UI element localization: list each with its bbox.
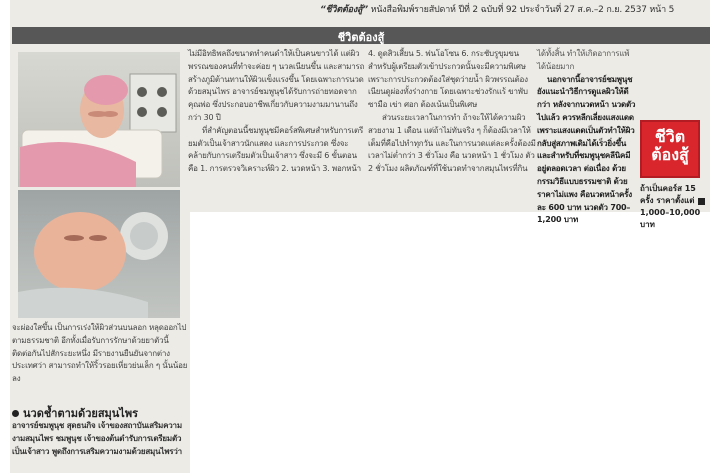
col3-paragraph-1: 4. ดูดสิวเสี้ยน 5. พ่นโอโซน 6. กระชับรูขุมขน สำหรับผู้เตรียมตัวเข้าประกวดนั้นจะมีความพิเศษ เพราะการประกวดต้องใส่ชุดว่ายน้ำ ผิวพรรณต้องเนียนดูผ่องทั้งร่างกาย โดยเฉพาะช่วงรักแร้ ขาพับ ซามือ เข่า ศอก ต้องเน้นเป็นพิเศษ [368,49,528,110]
issue-line: หนังสือพิมพ์รายสัปดาห์ ปีที่ 2 ฉบับที่ 92 ประจำวันที่ 27 ส.ค.–2 ก.ย. 2537 หน้า 5 [370,5,675,15]
newspaper-logo [640,120,700,178]
article-column-4 [537,48,637,225]
col2-paragraph-2: ที่สำคัญตอนนี้ชมพูนุชมีคอร์สพิเศษสำหรับการเตรียมตัวเป็นเจ้าสาวนักแสดง และการประกวด ซึ่งจะคล้ายกับการเตรียมตัวเป็นเจ้าสาว ซึ่งจะมี 6 ขั้นตอนคือ 1. การตรวจวิเคราะห์ผิว 2. นวดหน้า 3. พอกหน้า [188,125,364,174]
col4-paragraph-1: ได้ทั้งสิ้น ทำให้เกิดอาการแพ้ได้น้อยมาก [537,49,630,71]
bullet-icon [12,410,19,417]
col2-paragraph-1: ไม่มีอิทธิพลถึงขนาดทำคนดำให้เป็นคนขาวได้ แต่ผิวพรรณของคนที่ทำจะค่อย ๆ นวลเนียนขึ้น และสามารถสร้างภูมิต้านทานให้ผิวแข็งแรงขึ้น โดยเฉพาะการนวดด้วยสมุนไพร อาจารย์ชมพูนุชได้รับการถ่ายทอดจากคุณพ่อ ซึ่งประกอบอาชีพเกี่ยวกับความงามมานานถึงกว่า 30 ปี [188,49,365,122]
price-tail: ถ้าเป็นคอร์ส 15 ครั้ง ราคาตั้งแต่ 1,000–10,000 บาท [640,184,701,229]
photo-2-illustration [18,190,180,318]
article-column-left: จะผ่องใสขึ้น เป็นการเร่งให้ผิวส่วนบนลอก หลุดออกไปตามธรรมชาติ อีกทั้งเมื่อรับการรักษาด้วยยาตัวนี้ติดต่อกันไปสักระยะหนึ่ง มีรายงานยืนยันจากต่างประเทศว่า สามารถทำให้ริ้วรอยเหี่ยวย่นเล็ก ๆ นั้นน้อยลง [12,323,188,384]
col4-paragraph-2: นอกจากนี้อาจารย์ชมพูนุชยังแนะนำวิธีการดูแลผิวให้ดีกว่า หลังจากนวดหน้า นวดตัวไปแล้ว ควรหลีกเลี่ยงแสงแดด เพราะแสงแดดเป็นตัวทำให้ผิวกลับสู่สภาพเดิมได้เร็วยิ่งขึ้น และสำหรับที่ชมพูนุชคลีนิคมีอยู่ตลอดเวลา ต่อเนื่อง ด้วยกรรมวิธีแบบธรรมชาติ ด้วยราคาไม่แพง คือนวดหน้าครั้งละ 600 บาท นวดตัว 700–1,200 บาท [537,74,636,225]
newspaper-name: “ชีวิตต้องสู้” [320,5,368,15]
subheading-body: อาจารย์ชมพูนุช สุดธนกิจ เจ้าของสถาบันเสริมความงามสมุนไพร ชมพูนุช เจ้าของต้นตำรับการเตรียมตัวเป็นเจ้าสาว พูดถึงการเสริมความงามด้วยสมุนไพรว่า [12,421,182,456]
logo-text: ชีวิต ต้องสู้ [651,127,689,164]
article-column-2 [188,48,366,208]
end-mark [698,198,705,205]
col3-paragraph-2: ส่วนระยะเวลาในการทำ ถ้าจะให้ได้ความผิวสวยงาม 1 เดือน แต่ถ้าไม่ทันจริง ๆ ก็ต้องมีเวลาให้เต็มที่คือไปทำทุกวัน และในการนวดแต่ละครั้งต้องมีเวลาไม่ต่ำกว่า 3 ชั่วโมง คือ นวดหน้า 1 ชั่วโมง ตัว 2 ชั่วโมง ผลิตภัณฑ์ที่ใช้นวดทำจากสมุนไพรที่กิน [368,112,536,174]
article-column-3 [368,48,536,208]
subheading-text: นวดช้ำตามด้วยสมุนไพร [23,407,138,420]
masthead-line [320,2,674,16]
photo-facial-treatment [18,52,180,187]
section-band [12,27,710,44]
photo-facial-mask [18,190,180,318]
section-title: ชีวิตต้องสู้ [337,31,385,44]
photo-1-illustration [18,52,180,187]
